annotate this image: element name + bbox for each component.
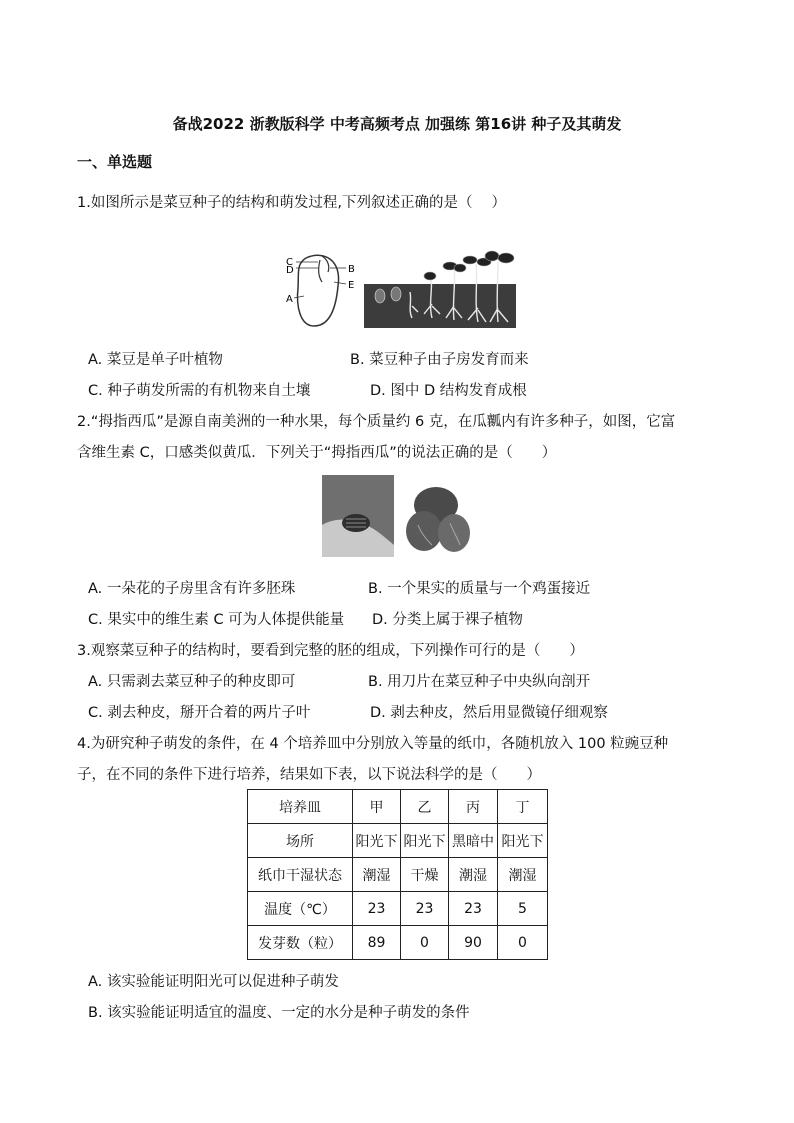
soil-strip (364, 284, 516, 328)
table-row (248, 824, 548, 858)
table-cell: 0 (401, 926, 449, 960)
table-cell: 23 (353, 892, 401, 926)
table-cell: 90 (449, 926, 498, 960)
table-cell: 发芽数（粒） (248, 926, 353, 960)
table-cell: 89 (353, 926, 401, 960)
table-cell: 乙 (401, 790, 449, 824)
table-cell: 阳光下 (401, 824, 449, 858)
q3-option-b: B. 用刀片在菜豆种子中央纵向剖开 (368, 674, 591, 690)
table-row (248, 926, 548, 960)
thumb-melon-photos (322, 475, 472, 557)
seed-outline (298, 255, 339, 326)
q3-option-d: D. 剥去种皮，然后用显微镜仔细观察 (370, 705, 608, 721)
q4-stem-line2: 子，在不同的条件下进行培养，结果如下表，以下说法科学的是（ ） (77, 767, 541, 783)
q4-stem-line1: 4.为研究种子萌发的条件，在 4 个培养皿中分别放入等量的纸巾，各随机放入 100 粒豌豆种 (77, 736, 669, 752)
q2-stem-line2: 含维生素 C，口感类似黄瓜．下列关于“拇指西瓜”的说法正确的是（ ） (77, 445, 557, 461)
label-d: D (286, 265, 294, 276)
label-a: A (286, 294, 293, 305)
q1-stem: 1.如图所示是菜豆种子的结构和萌发过程,下列叙述正确的是（ ） (77, 195, 507, 211)
table-cell: 温度（℃） (248, 892, 353, 926)
q3-option-c: C. 剥去种皮，掰开合着的两片子叶 (88, 705, 311, 721)
table-cell: 5 (498, 892, 548, 926)
q2-stem-line1: 2.“拇指西瓜”是源自南美洲的一种水果，每个质量约 6 克，在瓜瓤内有许多种子，如图，它富 (77, 414, 676, 430)
table-cell: 阳光下 (353, 824, 401, 858)
table-cell: 潮湿 (353, 858, 401, 892)
table-cell: 0 (498, 926, 548, 960)
q2-option-d: D. 分类上属于裸子植物 (372, 612, 523, 628)
q1-option-c: C. 种子萌发所需的有机物来自土壤 (88, 383, 311, 399)
section-heading: 一、单选题 (77, 153, 153, 171)
table-cell: 23 (449, 892, 498, 926)
q1-option-b: B. 菜豆种子由子房发育而来 (350, 352, 529, 368)
table-cell: 场所 (248, 824, 353, 858)
q2-option-a: A. 一朵花的子房里含有许多胚珠 (88, 581, 296, 597)
table-cell: 黑暗中 (449, 824, 498, 858)
label-c: C (286, 257, 293, 268)
table-cell: 潮湿 (449, 858, 498, 892)
q1-option-d: D. 图中 D 结构发育成根 (370, 383, 527, 399)
table-row (248, 858, 548, 892)
table-cell: 阳光下 (498, 824, 548, 858)
leaves (424, 251, 514, 280)
q1-option-a: A. 菜豆是单子叶植物 (88, 352, 223, 368)
q4-option-b: B. 该实验能证明适宜的温度、一定的水分是种子萌发的条件 (88, 1005, 470, 1021)
q3-stem: 3.观察菜豆种子的结构时，要看到完整的胚的组成，下列操作可行的是（ ） (77, 643, 584, 659)
table-cell: 潮湿 (498, 858, 548, 892)
table-cell: 培养皿 (248, 790, 353, 824)
table-cell: 23 (401, 892, 449, 926)
table-cell: 丁 (498, 790, 548, 824)
q2-option-c: C. 果实中的维生素 C 可为人体提供能量 (88, 612, 345, 628)
label-b: B (348, 264, 355, 275)
table-row (248, 790, 548, 824)
page-title: 备战2022 浙教版科学 中考高频考点 加强练 第16讲 种子及其萌发 (172, 115, 622, 133)
table-cell: 甲 (353, 790, 401, 824)
table-cell: 纸巾干湿状态 (248, 858, 353, 892)
table-cell: 干燥 (401, 858, 449, 892)
table-cell: 丙 (449, 790, 498, 824)
bean-seed-germination-figure (284, 246, 520, 332)
q3-option-a: A. 只需剥去菜豆种子的种皮即可 (88, 674, 296, 690)
q4-option-a: A. 该实验能证明阳光可以促进种子萌发 (88, 974, 339, 990)
q2-option-b: B. 一个果实的质量与一个鸡蛋接近 (368, 581, 591, 597)
table-row (248, 892, 548, 926)
germination-table (247, 789, 548, 960)
label-e: E (348, 280, 355, 291)
